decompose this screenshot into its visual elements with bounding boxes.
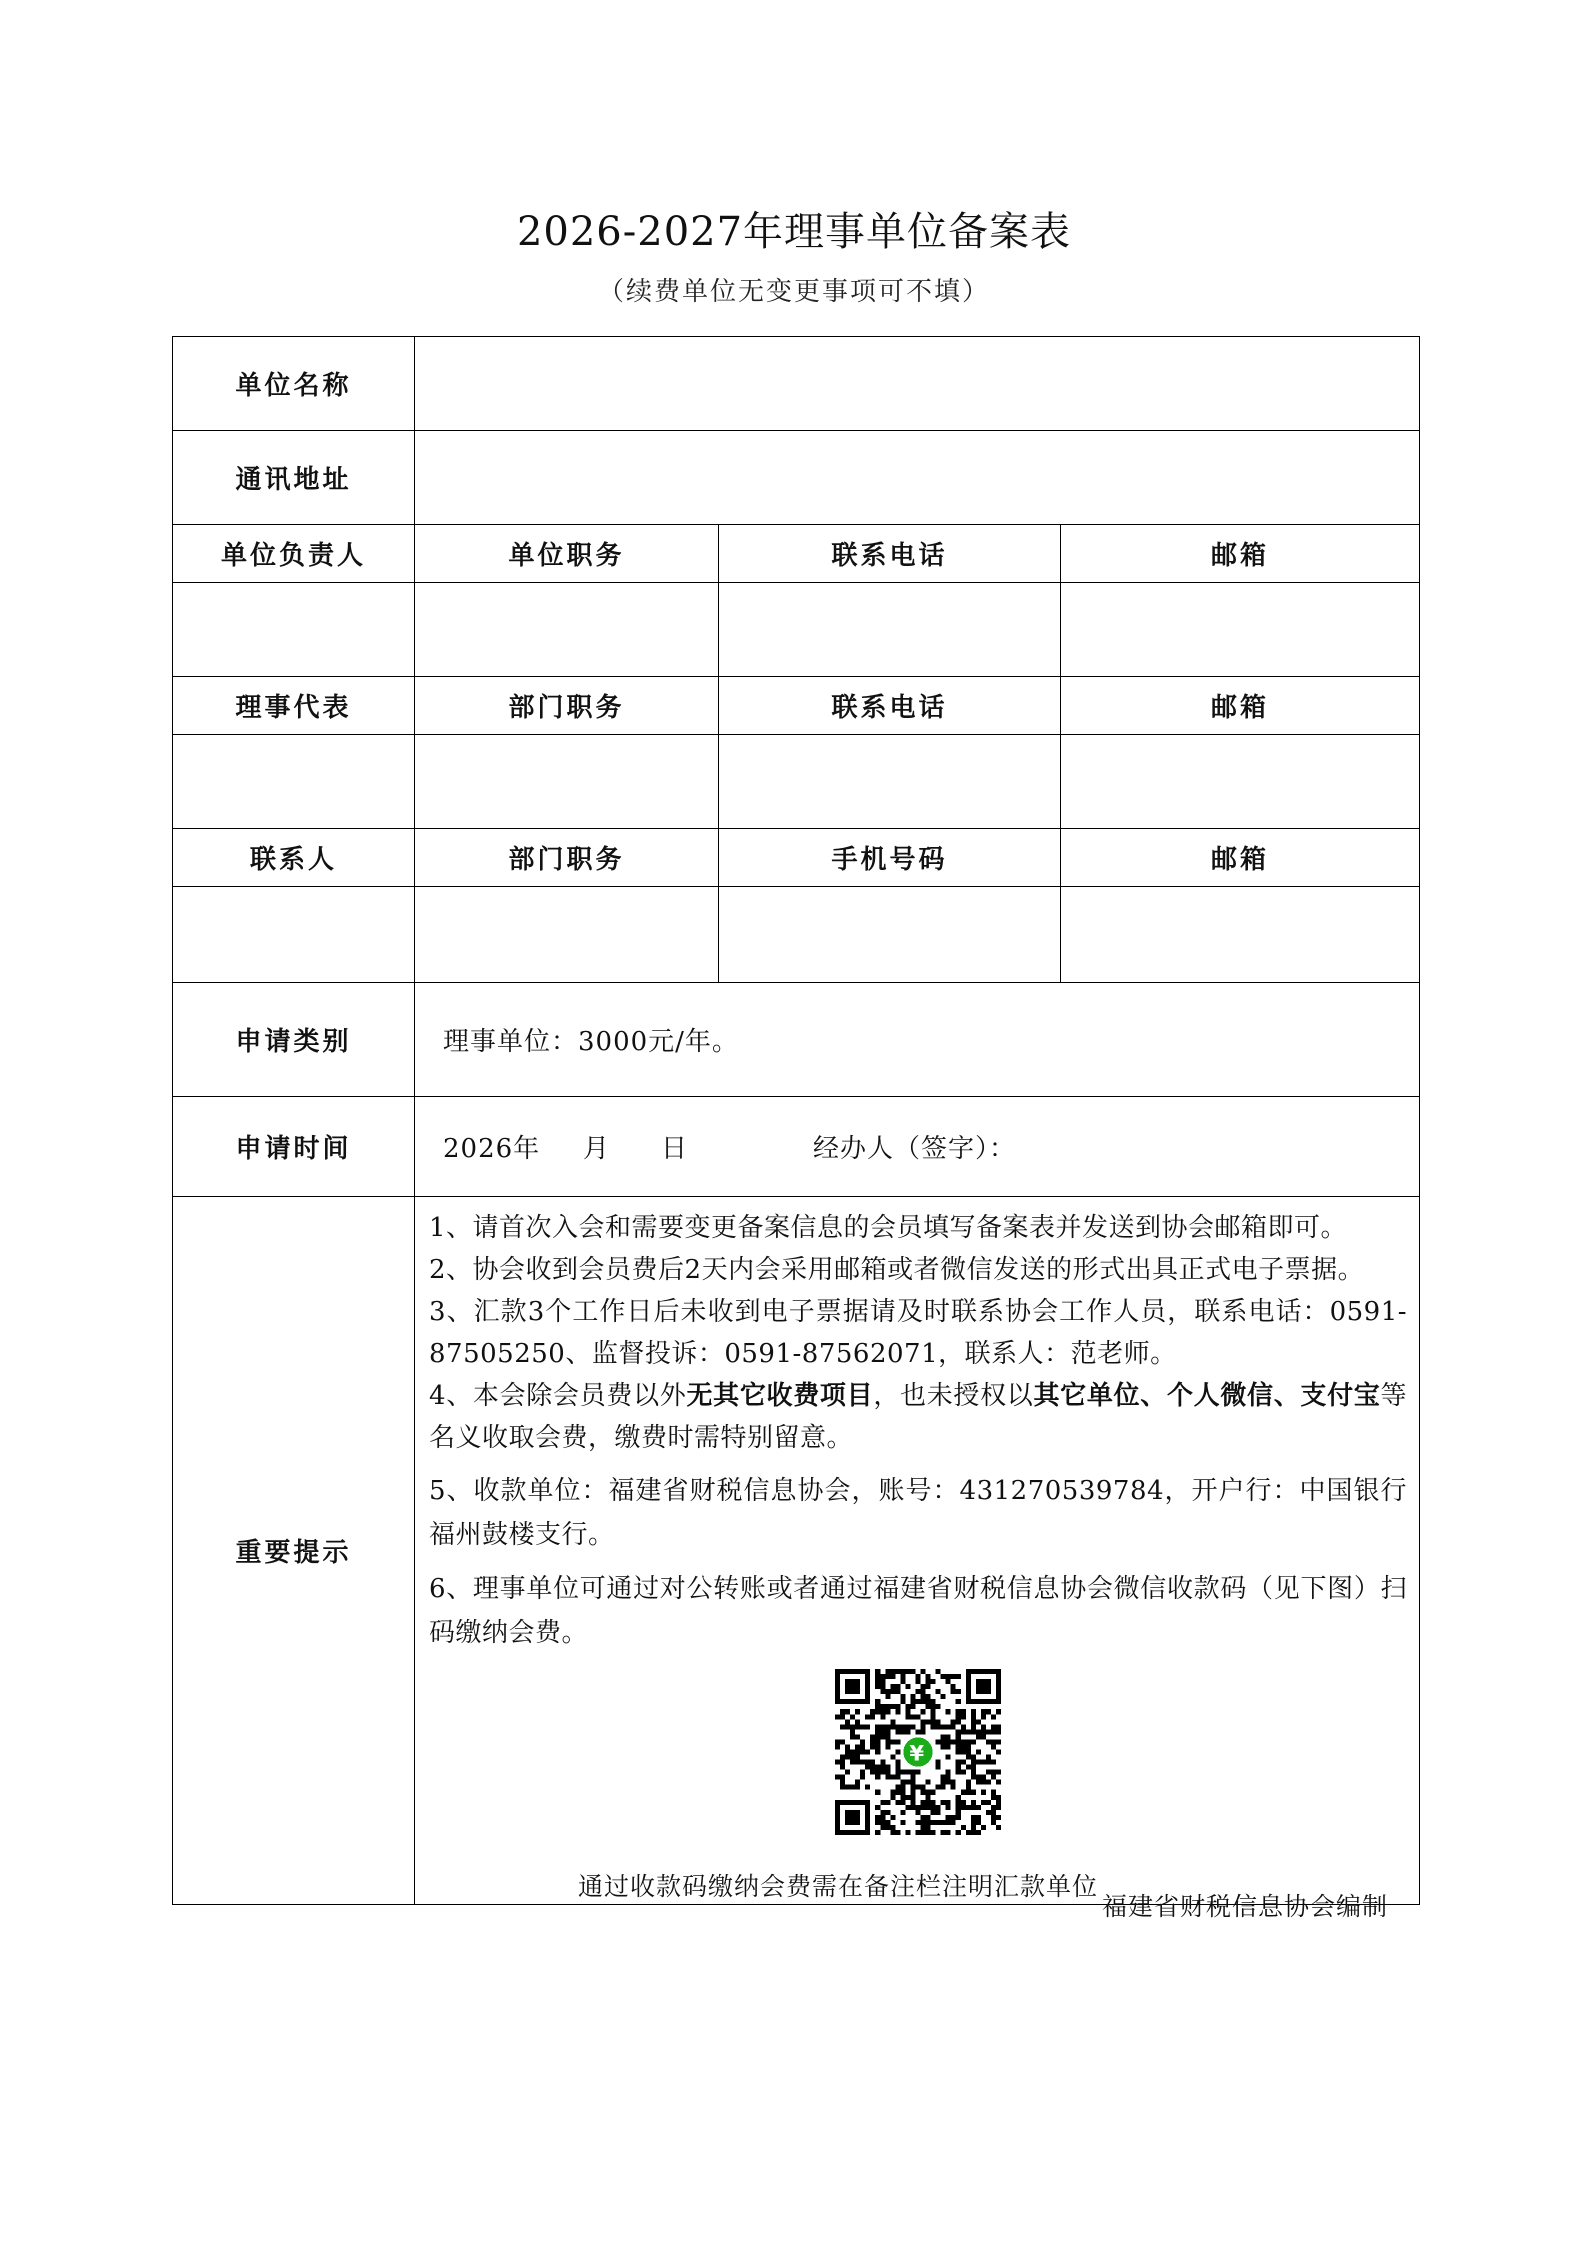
rep-header-email: 邮箱 bbox=[1061, 677, 1420, 735]
qr-section bbox=[429, 1669, 1407, 1848]
leader-phone-field[interactable] bbox=[719, 583, 1061, 677]
rep-header-name: 理事代表 bbox=[173, 677, 415, 735]
category-value: 理事单位：3000元/年。 bbox=[415, 983, 1420, 1097]
leader-header-name: 单位负责人 bbox=[173, 525, 415, 583]
notes-label: 重要提示 bbox=[173, 1197, 415, 1905]
page-subtitle: （续费单位无变更事项可不填） bbox=[597, 277, 990, 307]
address-label: 通讯地址 bbox=[173, 431, 415, 525]
contact-header-mobile: 手机号码 bbox=[719, 829, 1061, 887]
rep-header-title: 部门职务 bbox=[415, 677, 719, 735]
rep-title-field[interactable] bbox=[415, 735, 719, 829]
contact-header-title: 部门职务 bbox=[415, 829, 719, 887]
page-title: 2026-2027年理事单位备案表 bbox=[516, 209, 1072, 255]
address-field[interactable] bbox=[415, 431, 1420, 525]
notes-cell bbox=[415, 1197, 1420, 1905]
time-year[interactable]: 2026年 bbox=[443, 1134, 541, 1164]
contact-mobile-field[interactable] bbox=[719, 887, 1061, 983]
contact-header-email: 邮箱 bbox=[1061, 829, 1420, 887]
handler-signature[interactable]: 经办人（签字）： bbox=[813, 1134, 1017, 1164]
leader-header-phone: 联系电话 bbox=[719, 525, 1061, 583]
time-row bbox=[415, 1097, 1420, 1197]
footer-compiler: 福建省财税信息协会编制 bbox=[1101, 1892, 1388, 1921]
leader-email-field[interactable] bbox=[1061, 583, 1420, 677]
leader-header-email: 邮箱 bbox=[1061, 525, 1420, 583]
category-label: 申请类别 bbox=[173, 983, 415, 1097]
registration-form-table bbox=[172, 336, 1420, 1905]
leader-header-title: 单位职务 bbox=[415, 525, 719, 583]
note-3: 3、汇款3个工作日后未收到电子票据请及时联系协会工作人员，联系电话：0591-87505250、监督投诉：0591-87562071，联系人：范老师。 bbox=[429, 1297, 1408, 1369]
rep-name-field[interactable] bbox=[173, 735, 415, 829]
contact-name-field[interactable] bbox=[173, 887, 415, 983]
time-label: 申请时间 bbox=[173, 1097, 415, 1197]
contact-header-name: 联系人 bbox=[173, 829, 415, 887]
contact-email-field[interactable] bbox=[1061, 887, 1420, 983]
svg-text:¥: ¥ bbox=[909, 1740, 927, 1766]
note-4: 4、本会除会员费以外无其它收费项目，也未授权以其它单位、个人微信、支付宝等名义收取会费，缴费时需特别留意。 bbox=[429, 1381, 1408, 1453]
note-1: 1、请首次入会和需要变更备案信息的会员填写备案表并发送到协会邮箱即可。 bbox=[429, 1213, 1348, 1243]
rep-phone-field[interactable] bbox=[719, 735, 1061, 829]
note-2: 2、协会收到会员费后2天内会采用邮箱或者微信发送的形式出具正式电子票据。 bbox=[429, 1255, 1365, 1285]
leader-title-field[interactable] bbox=[415, 583, 719, 677]
note-6: 6、理事单位可通过对公转账或者通过福建省财税信息协会微信收款码（见下图）扫码缴纳会费。 bbox=[429, 1574, 1408, 1648]
time-day[interactable]: 日 bbox=[661, 1134, 689, 1164]
unit-name-label: 单位名称 bbox=[173, 337, 415, 431]
note-5: 5、收款单位：福建省财税信息协会，账号：431270539784，开户行：中国银行福州鼓楼支行。 bbox=[429, 1476, 1408, 1550]
rep-header-phone: 联系电话 bbox=[719, 677, 1061, 735]
unit-name-field[interactable] bbox=[415, 337, 1420, 431]
rep-email-field[interactable] bbox=[1061, 735, 1420, 829]
payment-qr-code[interactable] bbox=[835, 1669, 1001, 1835]
time-month[interactable]: 月 bbox=[583, 1134, 611, 1164]
qr-caption: 通过收款码缴纳会费需在备注栏注明汇款单位 bbox=[578, 1872, 1099, 1901]
contact-title-field[interactable] bbox=[415, 887, 719, 983]
leader-name-field[interactable] bbox=[173, 583, 415, 677]
